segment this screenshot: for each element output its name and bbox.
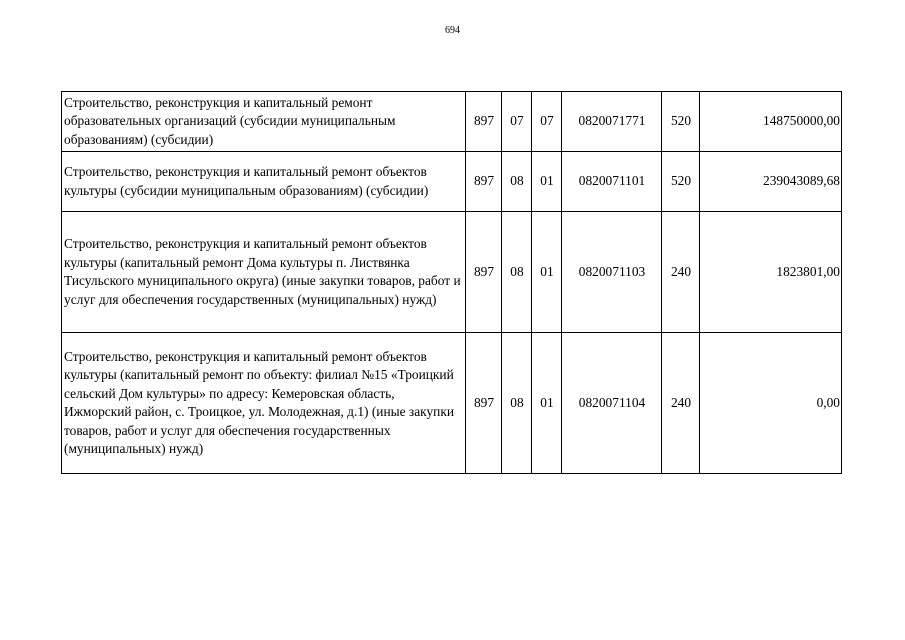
target-article-code: 0820071103 — [562, 212, 662, 333]
amount: 239043089,68 — [700, 152, 842, 212]
budget-table — [61, 91, 842, 474]
section-code: 08 — [502, 333, 532, 474]
amount: 0,00 — [700, 333, 842, 474]
section-code: 08 — [502, 212, 532, 333]
target-article-code: 0820071771 — [562, 92, 662, 152]
target-article-code: 0820071101 — [562, 152, 662, 212]
subsection-code: 01 — [532, 212, 562, 333]
subsection-code: 01 — [532, 152, 562, 212]
subsection-code: 01 — [532, 333, 562, 474]
table-row — [62, 333, 842, 474]
expense-type-code: 240 — [662, 333, 700, 474]
expense-name: Строительство, реконструкция и капитальный ремонт образовательных организаций (субсидии муниципальным образованиям) (субсидии) — [62, 92, 466, 152]
ministry-code: 897 — [466, 333, 502, 474]
expense-type-code: 240 — [662, 212, 700, 333]
expense-name: Строительство, реконструкция и капитальный ремонт объектов культуры (капитальный ремонт по объекту: филиал №15 «Троицкий сельский Дом культуры» по адресу: Кемеровская область, Ижморский район, с. Троицкое, ул. Молодежная, д.1) (иные закупки товаров, работ и услуг для обеспечения государственных (муниципальных) нужд) — [62, 333, 466, 474]
table-row — [62, 152, 842, 212]
amount: 148750000,00 — [700, 92, 842, 152]
expense-type-code: 520 — [662, 92, 700, 152]
subsection-code: 07 — [532, 92, 562, 152]
amount: 1823801,00 — [700, 212, 842, 333]
ministry-code: 897 — [466, 152, 502, 212]
expense-type-code: 520 — [662, 152, 700, 212]
ministry-code: 897 — [466, 92, 502, 152]
target-article-code: 0820071104 — [562, 333, 662, 474]
section-code: 08 — [502, 152, 532, 212]
table-row — [62, 92, 842, 152]
expense-name: Строительство, реконструкция и капитальный ремонт объектов культуры (субсидии муниципальным образованиям) (субсидии) — [62, 152, 466, 212]
section-code: 07 — [502, 92, 532, 152]
table-row — [62, 212, 842, 333]
page-number: 694 — [445, 25, 460, 36]
expense-name: Строительство, реконструкция и капитальный ремонт объектов культуры (капитальный ремонт Дома культуры п. Листвянка Тисульского муниципального округа) (иные закупки товаров, работ и услуг для обеспечения государственных (муниципальных) нужд) — [62, 212, 466, 333]
ministry-code: 897 — [466, 212, 502, 333]
